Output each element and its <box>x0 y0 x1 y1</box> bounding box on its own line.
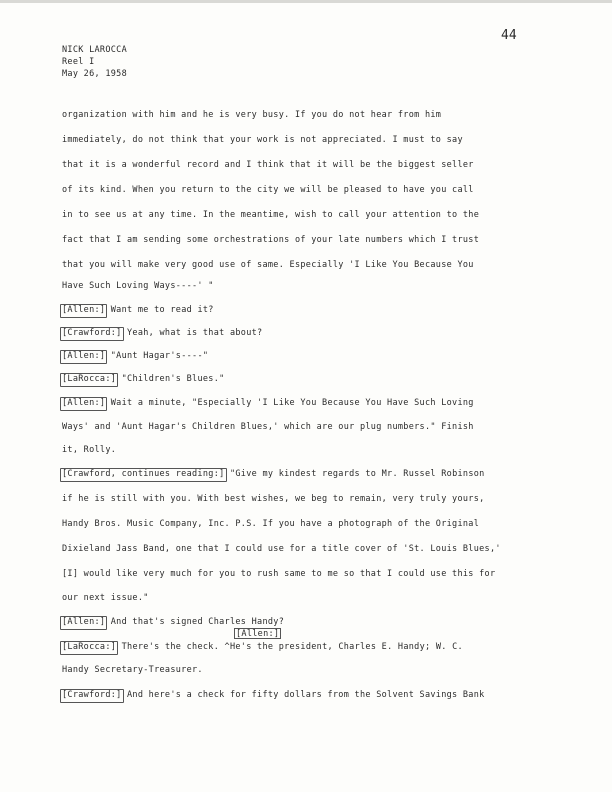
transcript-line: that it is a wonderful record and I think that it will be the biggest seller <box>62 160 474 170</box>
transcript-line: organization with him and he is very busy. If you do not hear from him <box>62 110 442 120</box>
transcript-line: immediately, do not think that your work is not appreciated. I must to say <box>62 135 463 145</box>
transcript-line: [Crawford, continues reading:] "Give my kindest regards to Mr. Russel Robinson <box>62 463 485 486</box>
transcript-line: that you will make very good use of same. Especially 'I Like You Because You <box>62 260 474 270</box>
transcript-line: our next issue." <box>62 593 149 603</box>
transcript-line: it, Rolly. <box>62 445 117 455</box>
speaker-label: [Allen:] <box>62 299 105 322</box>
speaker-label: [LaRocca:] <box>62 368 116 391</box>
transcript-line: [Crawford:] And here's a check for fifty dollars from the Solvent Savings Bank <box>62 684 485 707</box>
speaker-label: [Allen:] <box>62 392 105 415</box>
speaker-label: [Allen:] <box>62 345 105 368</box>
transcript-line: [I] would like very much for you to rush same to me so that I could use this for <box>62 569 496 579</box>
transcript-line: fact that I am sending some orchestrations of your late numbers which I trust <box>62 235 480 245</box>
transcript-line: [LaRocca:] There's the check. ^He's the president, Charles E. Handy; W. C. <box>62 636 463 659</box>
transcript-line: Handy Secretary-Treasurer. <box>62 665 203 675</box>
transcript-line: if he is still with you. With best wishes, we beg to remain, very truly yours, <box>62 494 485 504</box>
transcript-line: Dixieland Jass Band, one that I could use for a title cover of 'St. Louis Blues,' <box>62 544 501 554</box>
speaker-label: [Crawford:] <box>62 684 122 707</box>
speaker-label: [Allen:] <box>62 611 105 634</box>
speaker-label: [Crawford, continues reading:] <box>62 463 225 486</box>
transcript-header <box>62 44 127 80</box>
page-number: 44 <box>501 28 517 43</box>
transcript-line: Ways' and 'Aunt Hagar's Children Blues,' which are our plug numbers." Finish <box>62 422 474 432</box>
header-reel: Reel I <box>62 57 95 67</box>
transcript-line: in to see us at any time. In the meantime, wish to call your attention to the <box>62 210 480 220</box>
transcript-line: of its kind. When you return to the city we will be pleased to have you call <box>62 185 474 195</box>
transcript-line: [Allen:] Want me to read it? <box>62 299 214 322</box>
speaker-label: [LaRocca:] <box>62 636 116 659</box>
page-top-edge <box>0 0 612 3</box>
transcript-line: Handy Bros. Music Company, Inc. P.S. If you have a photograph of the Original <box>62 519 480 529</box>
header-name: NICK LAROCCA <box>62 45 128 55</box>
transcript-line: [Allen:] And that's signed Charles Handy? <box>62 611 284 634</box>
transcript-line: [Crawford:] Yeah, what is that about? <box>62 322 262 345</box>
header-date: May 26, 1958 <box>62 69 128 79</box>
insertion-caret: ^ <box>224 642 230 652</box>
transcript-line: Have Such Loving Ways----' " <box>62 281 214 291</box>
transcript-line: [Allen:] "Aunt Hagar's----" <box>62 345 208 368</box>
transcript-line: [Allen:] Wait a minute, "Especially 'I Like You Because You Have Such Loving <box>62 392 474 415</box>
speaker-label: [Crawford:] <box>62 322 122 345</box>
handwritten-insertion: [Allen:] <box>236 629 280 639</box>
transcript-line: [LaRocca:] "Children's Blues." <box>62 368 225 391</box>
